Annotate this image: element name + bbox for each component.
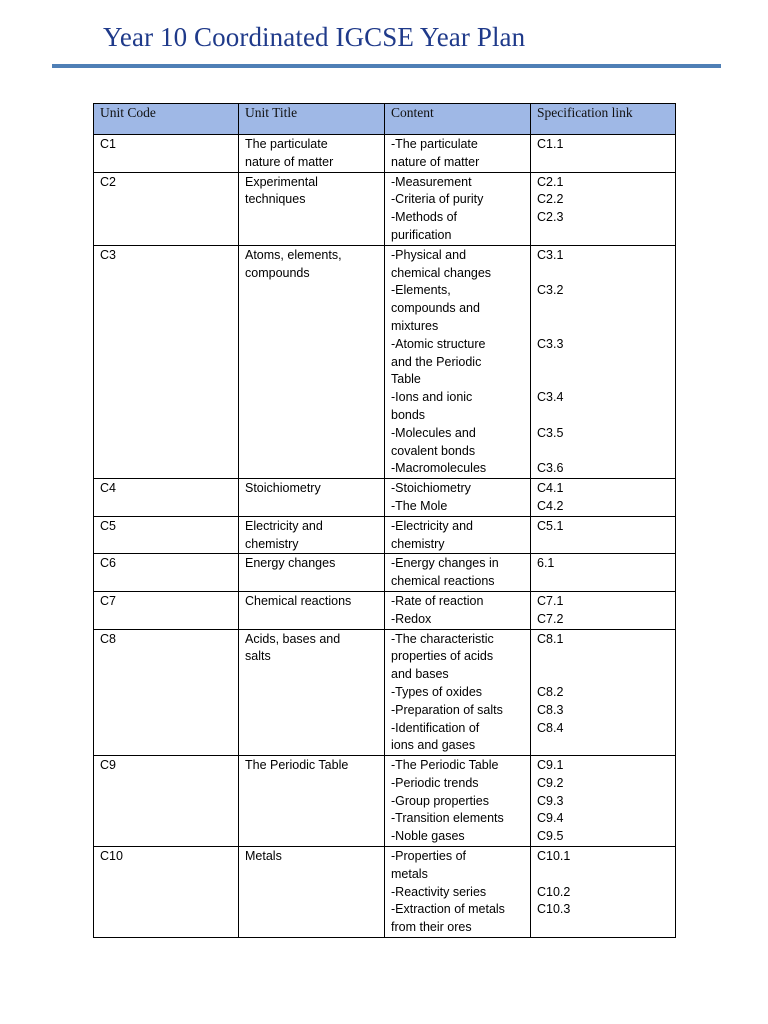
- content-cell: [385, 756, 531, 847]
- specification-link: C4.1: [537, 481, 564, 496]
- content-line: -Ions and ionic: [391, 390, 473, 405]
- specification-link: C8.2: [537, 684, 564, 699]
- content-line: -Atomic structure: [391, 336, 486, 351]
- unit-title-cell: [239, 135, 385, 173]
- title-underline: [52, 64, 721, 68]
- specification-link: C9.1: [537, 758, 564, 773]
- specification-link: C8.4: [537, 720, 564, 735]
- specification-link: C3.3: [537, 336, 564, 351]
- content-line: -Periodic trends: [391, 775, 479, 790]
- unit-title-line: salts: [245, 649, 271, 664]
- unit-code: C5: [100, 518, 116, 533]
- specification-link: C3.1: [537, 247, 564, 262]
- year-plan-table: [93, 103, 676, 938]
- content-line: -Energy changes in: [391, 556, 499, 571]
- content-cell: [385, 591, 531, 629]
- content-line: -Extraction of metals: [391, 902, 505, 917]
- table-body: [94, 135, 676, 938]
- unit-code-cell: [94, 479, 239, 517]
- content-line: -The characteristic: [391, 631, 494, 646]
- content-line: -Transition elements: [391, 811, 504, 826]
- content-line: -Electricity and: [391, 518, 473, 533]
- specification-link-cell: [531, 629, 676, 756]
- specification-link: C10.2: [537, 884, 571, 899]
- table-row: [94, 135, 676, 173]
- unit-code: C7: [100, 593, 116, 608]
- table-row: [94, 479, 676, 517]
- unit-code-cell: [94, 245, 239, 478]
- unit-title-line: chemistry: [245, 536, 299, 551]
- content-line: -Molecules and: [391, 425, 476, 440]
- specification-link: C3.5: [537, 425, 564, 440]
- unit-title-line: Chemical reactions: [245, 593, 352, 608]
- specification-link: C7.1: [537, 593, 564, 608]
- content-line: -Criteria of purity: [391, 192, 484, 207]
- content-line: covalent bonds: [391, 443, 476, 458]
- specification-link-cell: [531, 591, 676, 629]
- unit-title-cell: [239, 756, 385, 847]
- unit-code-cell: [94, 135, 239, 173]
- specification-link: C8.3: [537, 702, 564, 717]
- content-line: -Physical and: [391, 247, 467, 262]
- content-cell: [385, 172, 531, 245]
- unit-title-line: nature of matter: [245, 154, 334, 169]
- unit-title-cell: [239, 245, 385, 478]
- content-cell: [385, 516, 531, 554]
- content-line: and the Periodic: [391, 354, 482, 369]
- content-cell: [385, 135, 531, 173]
- content-line: -Preparation of salts: [391, 702, 503, 717]
- table-row: [94, 756, 676, 847]
- specification-link: C4.2: [537, 498, 564, 513]
- content-cell: [385, 245, 531, 478]
- header-unit-code: Unit Code: [94, 104, 239, 135]
- table-row: [94, 629, 676, 756]
- unit-title-cell: [239, 554, 385, 592]
- specification-link: C9.2: [537, 775, 564, 790]
- content-line: chemistry: [391, 536, 445, 551]
- content-line: -The Periodic Table: [391, 758, 499, 773]
- specification-link: C9.5: [537, 829, 564, 844]
- content-line: from their ores: [391, 920, 472, 935]
- specification-link: C10.3: [537, 902, 571, 917]
- specification-link: 6.1: [537, 556, 555, 571]
- specification-link: C5.1: [537, 518, 564, 533]
- content-line: metals: [391, 866, 428, 881]
- content-line: chemical reactions: [391, 574, 495, 589]
- specification-link: C3.6: [537, 461, 564, 476]
- unit-code-cell: [94, 554, 239, 592]
- content-line: -Measurement: [391, 174, 472, 189]
- content-line: nature of matter: [391, 154, 480, 169]
- specification-link: C1.1: [537, 137, 564, 151]
- unit-title-line: Stoichiometry: [245, 481, 321, 496]
- specification-link-cell: [531, 516, 676, 554]
- specification-link-cell: [531, 554, 676, 592]
- content-line: -Properties of: [391, 849, 467, 864]
- specification-link: C9.3: [537, 793, 564, 808]
- specification-link: C2.1: [537, 174, 564, 189]
- unit-code: C10: [100, 849, 123, 864]
- content-line: -Redox: [391, 611, 432, 626]
- unit-title-line: Electricity and: [245, 518, 323, 533]
- unit-code-cell: [94, 516, 239, 554]
- unit-code-cell: [94, 172, 239, 245]
- specification-link: C2.3: [537, 210, 564, 225]
- table-row: [94, 591, 676, 629]
- content-line: compounds and: [391, 301, 480, 316]
- table-row: [94, 245, 676, 478]
- unit-title-cell: [239, 516, 385, 554]
- unit-title-line: Atoms, elements,: [245, 247, 342, 262]
- unit-title-line: Acids, bases and: [245, 631, 341, 646]
- content-line: ions and gases: [391, 738, 476, 753]
- content-line: and bases: [391, 667, 449, 682]
- specification-link-cell: [531, 479, 676, 517]
- content-line: Table: [391, 372, 421, 387]
- unit-title-line: compounds: [245, 265, 310, 280]
- header-unit-title: Unit Title: [239, 104, 385, 135]
- unit-code-cell: [94, 591, 239, 629]
- unit-code: C9: [100, 758, 116, 773]
- specification-link-cell: [531, 847, 676, 938]
- table-row: [94, 516, 676, 554]
- unit-title-cell: [239, 591, 385, 629]
- unit-title-line: The particulate: [245, 137, 328, 151]
- content-line: -Methods of: [391, 210, 458, 225]
- table-row: [94, 172, 676, 245]
- unit-code: C2: [100, 174, 116, 189]
- content-line: -The particulate: [391, 137, 478, 151]
- table-row: [94, 554, 676, 592]
- header-row: [94, 104, 676, 135]
- content-cell: [385, 629, 531, 756]
- content-line: -The Mole: [391, 498, 448, 513]
- specification-link-cell: [531, 172, 676, 245]
- content-cell: [385, 479, 531, 517]
- specification-link: C9.4: [537, 811, 564, 826]
- content-line: -Types of oxides: [391, 684, 483, 699]
- content-line: -Identification of: [391, 720, 480, 735]
- specification-link: C3.2: [537, 283, 564, 298]
- unit-code-cell: [94, 629, 239, 756]
- specification-link: C7.2: [537, 611, 564, 626]
- content-line: -Elements,: [391, 283, 451, 298]
- unit-code: C6: [100, 556, 116, 571]
- unit-title-line: Energy changes: [245, 556, 336, 571]
- content-line: purification: [391, 227, 452, 242]
- specification-link-cell: [531, 756, 676, 847]
- unit-title-line: Metals: [245, 849, 282, 864]
- content-line: -Stoichiometry: [391, 481, 471, 496]
- content-line: properties of acids: [391, 649, 494, 664]
- unit-title-line: techniques: [245, 192, 306, 207]
- unit-code: C3: [100, 247, 116, 262]
- table-row: [94, 847, 676, 938]
- specification-link: C2.2: [537, 192, 564, 207]
- unit-title-cell: [239, 847, 385, 938]
- specification-link: C10.1: [537, 849, 571, 864]
- content-cell: [385, 554, 531, 592]
- content-cell: [385, 847, 531, 938]
- content-line: -Noble gases: [391, 829, 465, 844]
- document-title: Year 10 Coordinated IGCSE Year Plan: [103, 22, 526, 52]
- content-line: -Rate of reaction: [391, 593, 484, 608]
- unit-code: C4: [100, 481, 116, 496]
- unit-title-line: Experimental: [245, 174, 318, 189]
- specification-link-cell: [531, 135, 676, 173]
- content-line: -Reactivity series: [391, 884, 487, 899]
- specification-link-cell: [531, 245, 676, 478]
- unit-title-line: The Periodic Table: [245, 758, 349, 773]
- unit-title-cell: [239, 629, 385, 756]
- unit-code-cell: [94, 847, 239, 938]
- unit-code: C8: [100, 631, 116, 646]
- unit-title-cell: [239, 479, 385, 517]
- content-line: chemical changes: [391, 265, 492, 280]
- unit-title-cell: [239, 172, 385, 245]
- header-specification-link: Specification link: [531, 104, 676, 135]
- specification-link: C3.4: [537, 390, 564, 405]
- content-line: -Group properties: [391, 793, 489, 808]
- specification-link: C8.1: [537, 631, 564, 646]
- unit-code-cell: [94, 756, 239, 847]
- content-line: mixtures: [391, 318, 439, 333]
- header-content: Content: [385, 104, 531, 135]
- unit-code: C1: [100, 137, 116, 151]
- content-line: bonds: [391, 407, 426, 422]
- content-line: -Macromolecules: [391, 461, 487, 476]
